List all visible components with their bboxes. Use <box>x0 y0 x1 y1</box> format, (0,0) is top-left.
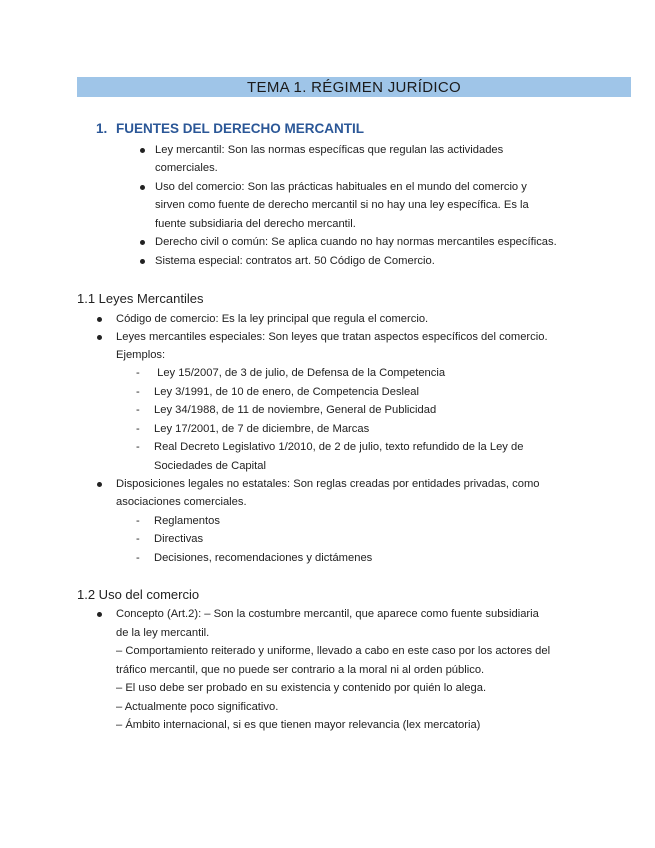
paragraph-line: Concepto (Art.2): – Son la costumbre mercantil, que aparece como fuente subsidiaria <box>116 608 539 620</box>
dash-marker: - <box>136 404 140 416</box>
paragraph-line: – Actualmente poco significativo. <box>116 701 279 713</box>
paragraph-line: asociaciones comerciales. <box>116 496 247 508</box>
list-item: Reglamentos <box>154 515 220 527</box>
list-item: Ley 15/2007, de 3 de julio, de Defensa de la Competencia <box>154 367 446 379</box>
dash-marker: - <box>136 552 140 564</box>
subsection-heading-uso: 1.2 Uso del comercio <box>77 587 200 602</box>
section-heading-fuentes <box>96 119 364 139</box>
section-number: 1. <box>96 121 108 136</box>
paragraph-line: Leyes mercantiles especiales: Son leyes que tratan aspectos específicos del comercio. <box>116 331 548 343</box>
dash-marker: - <box>136 533 140 545</box>
document-title: TEMA 1. RÉGIMEN JURÍDICO <box>77 77 631 97</box>
paragraph-line: – Ámbito internacional, si es que tienen mayor relevancia (lex mercatoria) <box>116 719 481 731</box>
dash-marker: - <box>136 386 140 398</box>
list-item: Sociedades de Capital <box>154 460 266 472</box>
dash-marker: - <box>136 367 140 379</box>
list-item: Ley 3/1991, de 10 de enero, de Competencia Desleal <box>154 386 419 398</box>
list-item: Ley 17/2001, de 7 de diciembre, de Marcas <box>154 423 370 435</box>
section-title: FUENTES DEL DERECHO MERCANTIL <box>116 121 365 136</box>
subsection-heading-leyes: 1.1 Leyes Mercantiles <box>77 291 204 306</box>
paragraph-line: Sistema especial: contratos art. 50 Código de Comercio. <box>155 255 435 267</box>
paragraph-line: Disposiciones legales no estatales: Son reglas creadas por entidades privadas, como <box>116 478 540 490</box>
paragraph-line: – El uso debe ser probado en su existencia y contenido por quién lo alega. <box>116 682 487 694</box>
dash-marker: - <box>136 441 140 453</box>
bullet-icon <box>97 612 102 617</box>
paragraph-line: Ley mercantil: Son las normas específicas que regulan las actividades <box>155 144 504 156</box>
paragraph-line: Ejemplos: <box>116 349 166 361</box>
bullet-icon <box>140 240 145 245</box>
paragraph-line: de la ley mercantil. <box>116 627 210 639</box>
paragraph-line: Uso del comercio: Son las prácticas habituales en el mundo del comercio y <box>155 181 527 193</box>
list-item: Decisiones, recomendaciones y dictámenes <box>154 552 373 564</box>
paragraph-line: sirven como fuente de derecho mercantil si no hay una ley específica. Es la <box>155 199 529 211</box>
paragraph-line: – Comportamiento reiterado y uniforme, llevado a cabo en este caso por los actores del <box>116 645 551 657</box>
bullet-icon <box>140 185 145 190</box>
paragraph-line: tráfico mercantil, que no puede ser contrario a la moral ni al orden público. <box>116 664 485 676</box>
bullet-icon <box>97 482 102 487</box>
list-item: Real Decreto Legislativo 1/2010, de 2 de julio, texto refundido de la Ley de <box>154 441 524 453</box>
list-item: Ley 34/1988, de 11 de noviembre, General de Publicidad <box>154 404 437 416</box>
list-item: Directivas <box>154 533 204 545</box>
paragraph-line: Derecho civil o común: Se aplica cuando no hay normas mercantiles específicas. <box>155 236 557 248</box>
paragraph-line: fuente subsidiaria del derecho mercantil. <box>155 218 356 230</box>
paragraph-line: Código de comercio: Es la ley principal que regula el comercio. <box>116 313 429 325</box>
dash-marker: - <box>136 515 140 527</box>
paragraph-line: comerciales. <box>155 162 218 174</box>
bullet-icon <box>140 148 145 153</box>
bullet-icon <box>97 335 102 340</box>
bullet-icon <box>140 259 145 264</box>
dash-marker: - <box>136 423 140 435</box>
bullet-icon <box>97 317 102 322</box>
